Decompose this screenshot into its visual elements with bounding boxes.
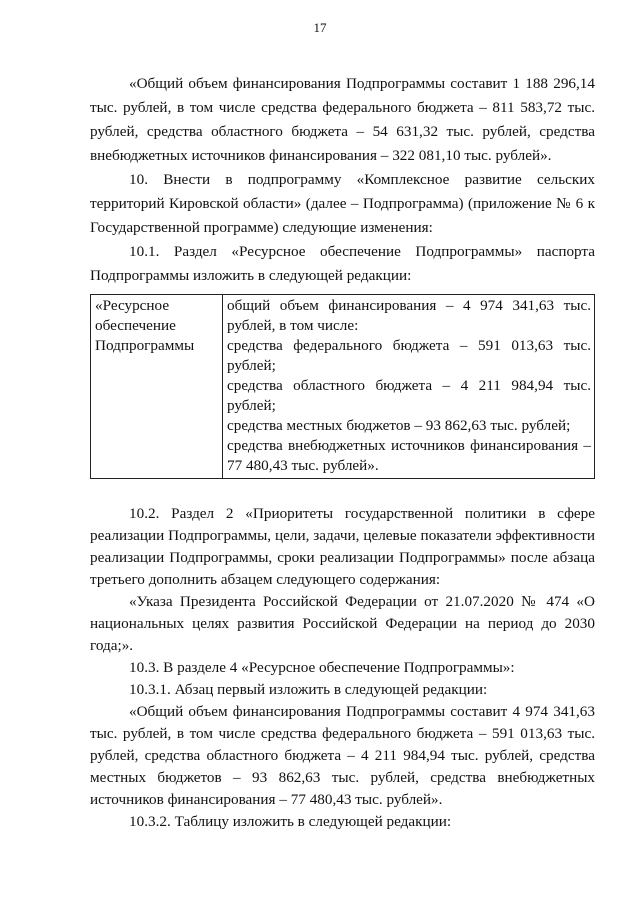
paragraph-item-10-3-1: 10.3.1. Абзац первый изложить в следующей редакции: <box>129 681 488 698</box>
paragraph-new-funding-quote: «Общий объем финансирования Подпрограммы составит 4 974 341,63 тыс. рублей, в том числе средства федерального бюджета – 591 013,63 тыс. рублей, средства областного бюджета – 4 211 984,94 тыс. рублей, средства местных бюджетов – 93 862,63 тыс. рублей, средства внебюджетных источников финансирования – 77 480,43 тыс. рублей». <box>90 703 595 808</box>
paragraph-item-10-2: 10.2. Раздел 2 «Приоритеты государственной политики в сфере реализации Подпрограммы, цели, задачи, целевые показатели эффективности реализации Подпрограммы, сроки реализации Подпрограммы» после абзаца третьего дополнить абзацем следующего содержания: <box>90 505 595 588</box>
paragraph-item-10-3: 10.3. В разделе 4 «Ресурсное обеспечение Подпрограммы»: <box>129 659 515 676</box>
table-cell-label: «Ресурсное обеспечение Подпрограммы <box>91 295 223 479</box>
table-cell-values <box>223 295 595 479</box>
paragraph-item-10: 10. Внести в подпрограмму «Комплексное развитие сельских территорий Кировской области» (далее – Подпрограмма) (приложение № 6 к Государственной программе) следующие изменения: <box>90 171 595 236</box>
paragraph-item-10-1: 10.1. Раздел «Ресурсное обеспечение Подпрограммы» паспорта Подпрограммы изложить в следующей редакции: <box>90 243 595 284</box>
table-line-local: средства местных бюджетов – 93 862,63 тыс. рублей; <box>227 417 571 434</box>
page-number: 17 <box>313 20 327 35</box>
paragraph-total-funding-quote: «Общий объем финансирования Подпрограммы составит 1 188 296,14 тыс. рублей, в том числе средства федерального бюджета – 811 583,72 тыс. рублей, средства областного бюджета – 54 631,32 тыс. рублей, средства внебюджетных источников финансирования – 322 081,10 тыс. рублей». <box>90 75 595 164</box>
table-line-regional: средства областного бюджета – 4 211 984,94 тыс. рублей; <box>227 377 591 414</box>
document-body <box>90 72 595 833</box>
paragraph-item-10-3-2: 10.3.2. Таблицу изложить в следующей редакции: <box>129 813 452 830</box>
resource-table <box>90 294 595 479</box>
table-line-federal: средства федерального бюджета – 591 013,63 тыс. рублей; <box>227 337 591 374</box>
paragraph-decree-quote: «Указа Президента Российской Федерации от 21.07.2020 № 474 «О национальных целях развития Российской Федерации на период до 2030 года;». <box>90 593 595 654</box>
table-row <box>91 295 595 479</box>
amendments-block <box>90 503 595 833</box>
table-line-total: общий объем финансирования – 4 974 341,63 тыс. рублей, в том числе: <box>227 297 591 334</box>
table-line-extrabudgetary: средства внебюджетных источников финансирования – 77 480,43 тыс. рублей». <box>227 437 591 474</box>
